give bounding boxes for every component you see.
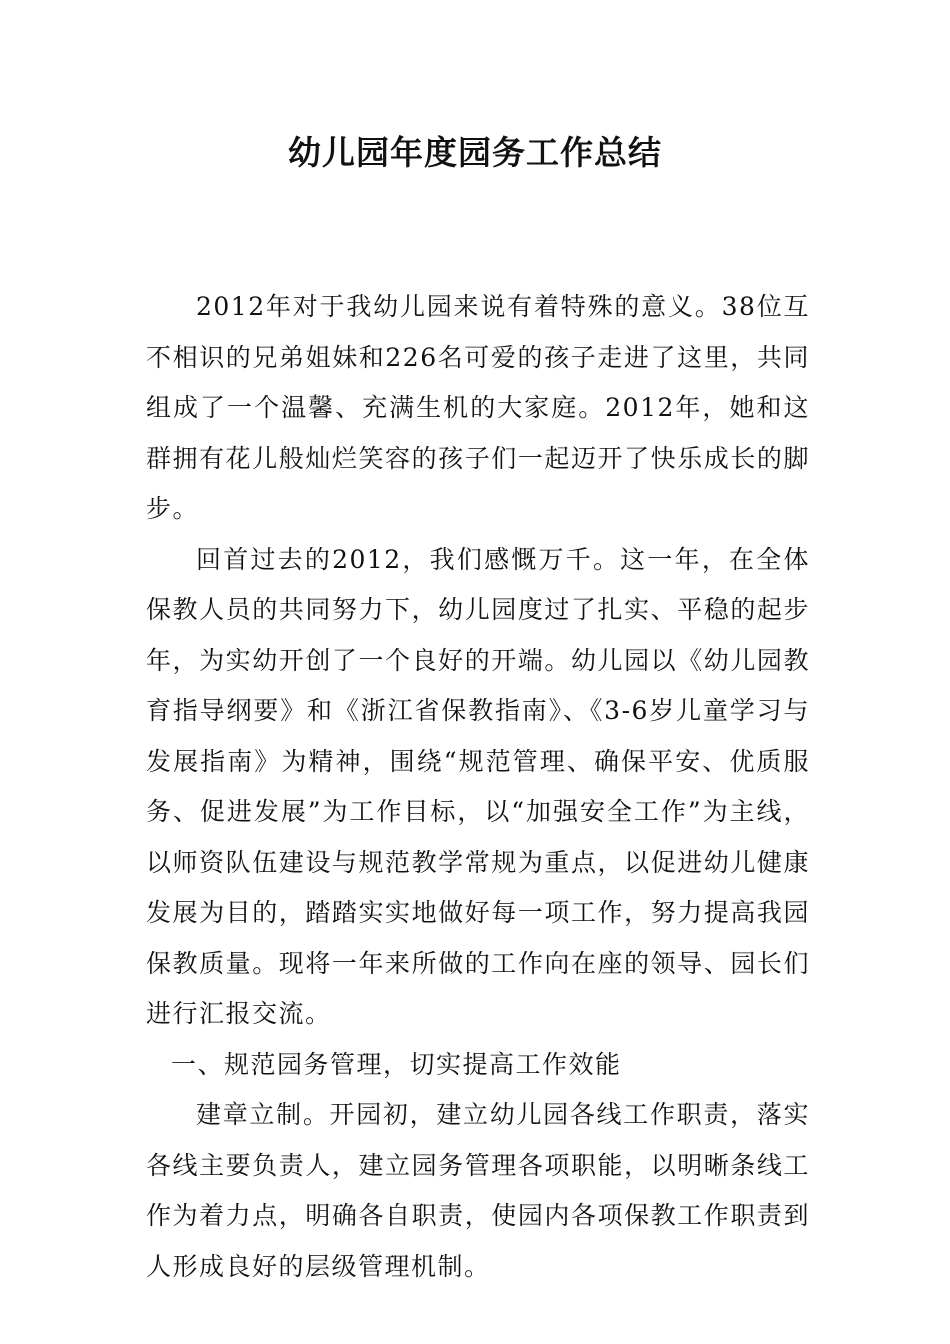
paragraph-intro: 2012年对于我幼儿园来说有着特殊的意义。38位互不相识的兄弟姐妹和226名可爱的孩子走进了这里，共同组成了一个温馨、充满生机的大家庭。2012年，她和这群拥有花儿般灿烂笑容的孩子们一起迈开了快乐成长的脚步。 [146, 292, 810, 523]
paragraph-review: 回首过去的2012，我们感慨万千。这一年，在全体保教人员的共同努力下，幼儿园度过了扎实、平稳的起步年，为实幼开创了一个良好的开端。幼儿园以《幼儿园教育指导纲要》和《浙江省保教指南》、《3-6岁儿童学习与发展指南》为精神，围绕“规范管理、确保平安、优质服务、促进发展”为工作目标，以“加强安全工作”为主线，以师资队伍建设与规范教学常规为重点，以促进幼儿健康发展为目的，踏踏实实地做好每一项工作，努力提高我园保教质量。现将一年来所做的工作向在座的领导、园长们进行汇报交流。 [146, 544, 810, 1028]
document-body [146, 282, 810, 1292]
paragraph-section-one: 建章立制。开园初，建立幼儿园各线工作职责，落实各线主要负责人，建立园务管理各项职能，以明晰条线工作为着力点，明确各自职责，使园内各项保教工作职责到人形成良好的层级管理机制。 [146, 1100, 810, 1281]
section-heading: 一、规范园务管理，切实提高工作效能 [171, 1049, 622, 1079]
document-title: 幼儿园年度园务工作总结 [288, 133, 662, 172]
